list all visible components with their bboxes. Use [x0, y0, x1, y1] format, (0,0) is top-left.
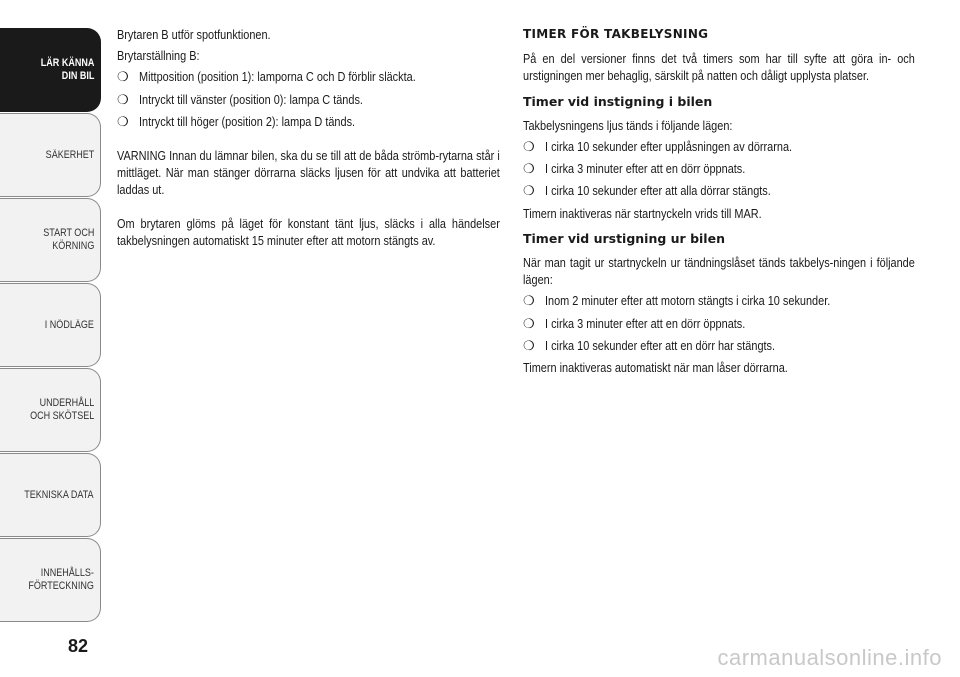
list-item: ❍ Intryckt till vänster (position 0): lampa C tänds.	[117, 91, 363, 107]
page-number: 82	[67, 636, 89, 656]
bullet-icon: ❍	[117, 69, 129, 85]
bullet-icon: ❍	[117, 91, 129, 107]
bullet-icon: ❍	[523, 293, 535, 309]
right-column	[523, 26, 915, 380]
tab-label: INNEHÅLLS- FÖRTECKNING	[28, 567, 94, 592]
tab-label: TEKNISKA DATA	[24, 488, 94, 501]
bullet-icon: ❍	[523, 183, 535, 199]
tab-label: LÄR KÄNNA DIN BIL	[40, 57, 94, 82]
list-item: ❍ I cirka 10 sekunder efter upplåsningen av dörrarna.	[523, 139, 793, 155]
paragraph: Timern inaktiveras automatiskt när man låser dörrarna.	[523, 360, 788, 376]
list-item: ❍ I cirka 10 sekunder efter att en dörr har stängts.	[523, 337, 776, 353]
list-item: ❍ I cirka 3 minuter efter att en dörr öppnats.	[523, 161, 746, 177]
list-item: ❍ I cirka 10 sekunder efter att alla dörrar stängts.	[523, 183, 771, 199]
bullet-icon: ❍	[117, 113, 129, 129]
paragraph: När man tagit ur startnyckeln ur tändningslåset tänds takbelys-ningen i följande lägen:	[523, 255, 915, 288]
bullet-icon: ❍	[523, 337, 535, 353]
list-item: ❍ I cirka 3 minuter efter att en dörr öppnats.	[523, 315, 746, 331]
tab-label: UNDERHÅLL OCH SKÖTSEL	[29, 397, 94, 422]
tab-i-nodlage[interactable]	[0, 283, 101, 367]
left-column	[117, 26, 500, 253]
list-item: ❍ Inom 2 minuter efter att motorn stängts i cirka 10 sekunder.	[523, 293, 831, 309]
warning-paragraph: VARNING Innan du lämnar bilen, ska du se till att de båda strömb-rytarna står i mittläget. När man stänger dörrarna släcks ljusen för att undvika att batteriet laddas ut.	[117, 148, 500, 198]
bullet-icon: ❍	[523, 161, 535, 177]
paragraph: Brytaren B utför spotfunktionen.	[117, 27, 271, 42]
tab-label: SÄKERHET	[45, 148, 94, 161]
watermark: carmanualsonline.info	[717, 645, 942, 670]
paragraph: Takbelysningens ljus tänds i följande lägen:	[523, 117, 733, 133]
subsection-heading: Timer vid urstigning ur bilen	[523, 230, 725, 246]
bullet-icon: ❍	[523, 139, 535, 155]
subsection-heading: Timer vid instigning i bilen	[523, 93, 713, 109]
list-item: ❍ Intryckt till höger (position 2): lampa D tänds.	[117, 113, 356, 129]
tab-tekniska-data[interactable]	[0, 453, 101, 537]
paragraph: Timern inaktiveras när startnyckeln vrids till MAR.	[523, 205, 762, 221]
tab-start-och-korning[interactable]	[0, 198, 101, 282]
section-heading: TIMER FÖR TAKBELYSNING	[523, 27, 709, 41]
tab-underhall-och-skotsel[interactable]	[0, 368, 101, 452]
paragraph: På en del versioner finns det två timers som har till syfte att göra in- och urstigningen mer behaglig, särskilt på natten och dåligt upplysta platser.	[523, 51, 915, 84]
tab-innehallsforteckning[interactable]	[0, 538, 101, 622]
paragraph: Brytarställning B:	[117, 48, 200, 64]
tab-label: I NÖDLÄGE	[44, 318, 94, 331]
paragraph: Om brytaren glöms på läget för konstant tänt ljus, släcks i alla händelser takbelysningen automatiskt 15 minuter efter att motorn stängts av.	[117, 215, 500, 248]
list-item: ❍ Mittposition (position 1): lamporna C och D förblir släckta.	[117, 69, 416, 85]
tab-lar-kanna-din-bil[interactable]	[0, 28, 101, 112]
tab-sakerhet[interactable]	[0, 113, 101, 197]
bullet-icon: ❍	[523, 315, 535, 331]
tab-label: START OCH KÖRNING	[42, 227, 94, 252]
